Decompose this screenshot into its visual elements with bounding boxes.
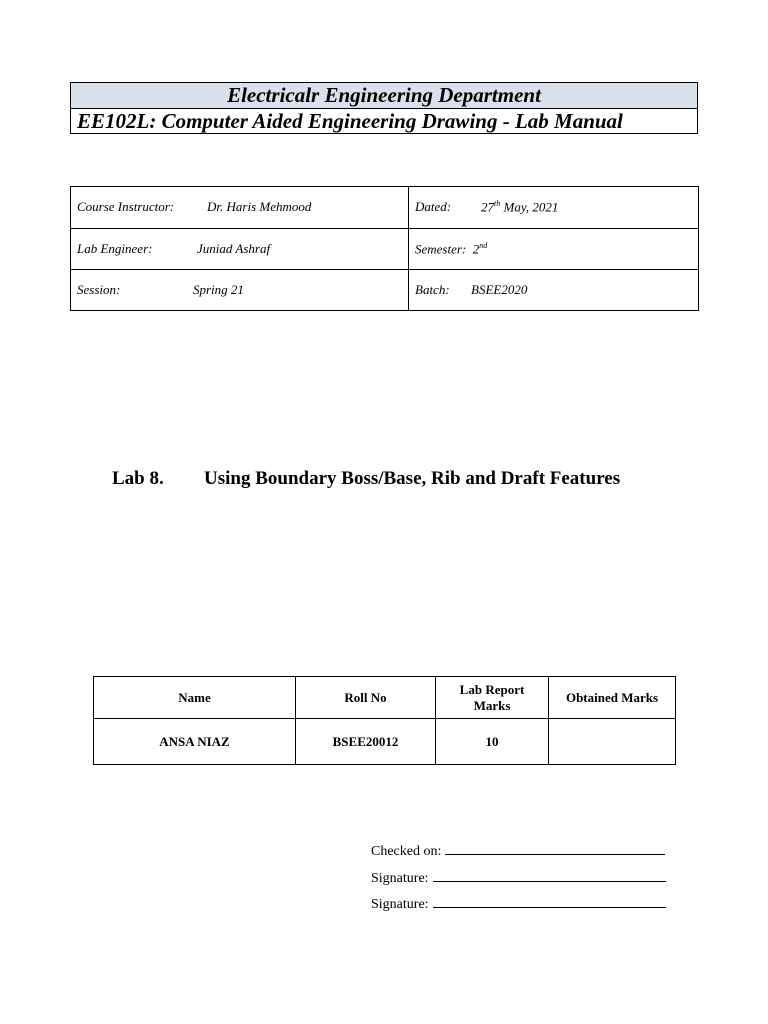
batch-label: Batch: <box>415 282 450 298</box>
cell-name: ANSA NIAZ <box>94 719 296 765</box>
course-title: EE102L: Computer Aided Engineering Drawing - Lab Manual <box>77 109 623 133</box>
signature-label-1: Signature: <box>371 871 429 886</box>
checked-on-blank <box>445 842 665 855</box>
course-info-table <box>70 186 699 311</box>
signature-line-1 <box>371 869 666 887</box>
semester-cell <box>409 228 699 270</box>
semester-value: 2 <box>472 241 480 257</box>
engineer-value: Juniad Ashraf <box>197 240 271 256</box>
semester-suffix: nd <box>479 240 488 250</box>
checked-on-line <box>371 842 665 860</box>
instructor-value: Dr. Haris Mehmood <box>207 199 312 215</box>
dated-rest: May, 2021 <box>500 199 559 215</box>
instructor-cell <box>71 187 409 229</box>
session-value: Spring 21 <box>193 282 244 298</box>
lab-title: Using Boundary Boss/Base, Rib and Draft Features <box>204 468 621 489</box>
cell-roll-no: BSEE20012 <box>296 719 436 765</box>
dated-label: Dated: <box>415 199 452 215</box>
semester-label: Semester: <box>415 241 467 257</box>
header-name: Name <box>94 677 296 719</box>
engineer-cell <box>71 228 409 270</box>
cell-obtained-marks <box>549 719 676 765</box>
header-box <box>70 82 698 134</box>
cell-lab-report-marks: 10 <box>436 719 549 765</box>
header-obtained-marks: Obtained Marks <box>549 677 676 719</box>
session-label: Session: <box>77 282 121 298</box>
header-lab-report-marks: Lab Report Marks <box>436 677 549 719</box>
instructor-label: Course Instructor: <box>77 199 175 215</box>
dated-suffix: th <box>494 199 501 209</box>
signature-label-2: Signature: <box>371 897 429 912</box>
lab-heading <box>112 468 620 490</box>
session-cell <box>71 270 409 311</box>
engineer-label: Lab Engineer: <box>77 240 153 256</box>
signature-line-2 <box>371 895 666 913</box>
checked-on-label: Checked on: <box>371 844 442 859</box>
signature-blank-2 <box>433 895 666 908</box>
dated-day: 27 <box>481 199 494 215</box>
batch-value: BSEE2020 <box>471 282 528 298</box>
dated-cell <box>409 187 699 229</box>
header-roll-no: Roll No <box>296 677 436 719</box>
batch-cell <box>409 270 699 311</box>
marks-table <box>93 676 676 765</box>
lab-number: Lab 8. <box>112 468 164 489</box>
signature-blank-1 <box>433 869 666 882</box>
department-title: Electricalr Engineering Department <box>71 83 697 109</box>
